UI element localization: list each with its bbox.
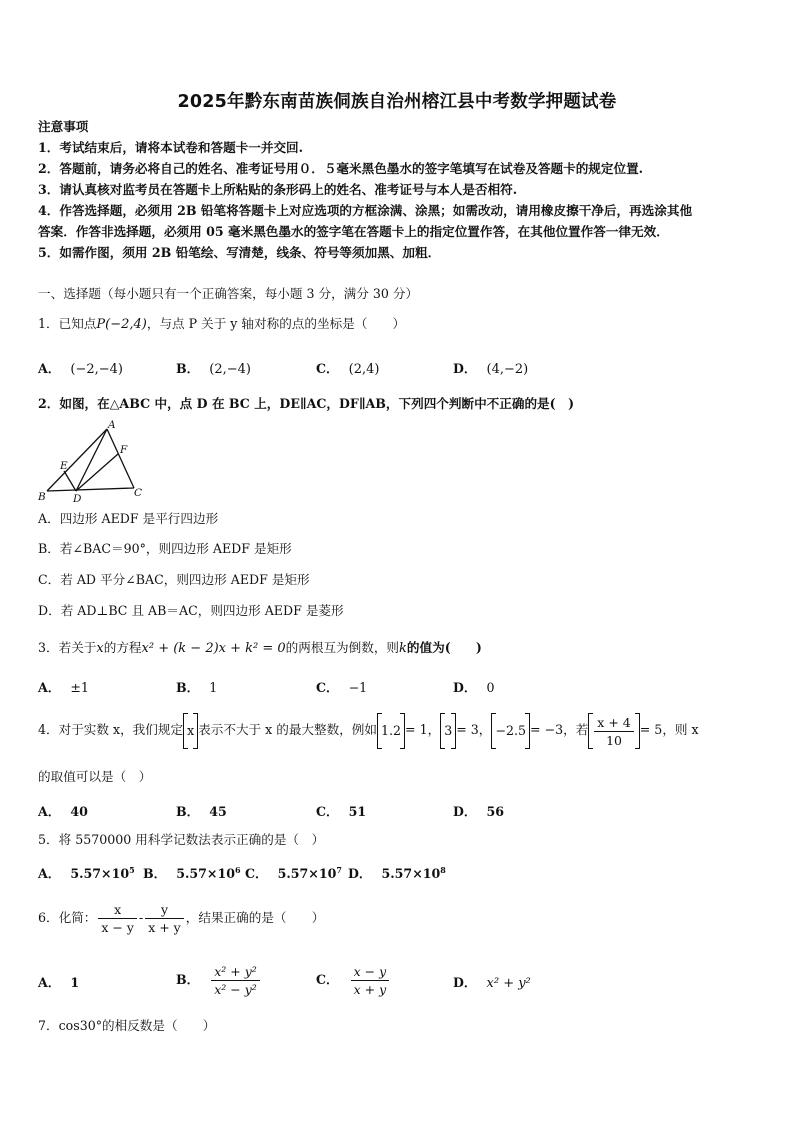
option-a[interactable] xyxy=(38,863,135,882)
option-label: A． xyxy=(38,680,61,695)
option-value: (4,−2) xyxy=(486,362,529,377)
option-value: 51 xyxy=(348,804,367,819)
option-label: A． xyxy=(38,361,61,376)
question-4: 4．对于实数 x，我们规定 x 表示不大于 x 的最大整数，例如 1.2 = 1， 3 = 3， −2.5 = −3，若 $\frac{x + 4}{10}$ = 5，则 x xyxy=(38,714,699,748)
notice-item: 4．作答选择题，必须用 2B 铅笔将答题卡上对应选项的方框涂满、涂黑；如需改动，请用橡皮擦干净后，再选涂其他 xyxy=(38,203,693,218)
option-value: 0 xyxy=(486,680,495,695)
option-value: 45 xyxy=(209,804,227,819)
option-value: 5.57×10 xyxy=(176,866,236,881)
question-text: 1．已知点 xyxy=(38,316,97,331)
option-label: A． xyxy=(38,975,61,990)
triangle-figure xyxy=(36,418,148,504)
option-label: C． xyxy=(316,804,339,819)
question-text: 6．化简： xyxy=(38,910,97,925)
option-label: A． xyxy=(38,804,61,819)
option-a[interactable] xyxy=(38,972,79,991)
option-b[interactable] xyxy=(176,358,251,377)
option-b[interactable] xyxy=(143,863,241,882)
exponent: 7 xyxy=(336,864,342,875)
option-label: A． xyxy=(38,866,61,881)
equation-result: = 5 xyxy=(639,722,663,737)
example-result: = −3 xyxy=(529,722,564,737)
example-result: = 3 xyxy=(456,722,479,737)
question-text: 的两根互为倒数，则 xyxy=(285,640,400,655)
option-label: B． xyxy=(143,866,167,881)
equation: x² + (k − 2)x + k² = 0 xyxy=(141,641,286,656)
point-expression: P(−2,4) xyxy=(96,317,147,332)
option-label: D． xyxy=(453,804,477,819)
floor-bracket xyxy=(588,713,639,749)
fraction: $\frac{x}{x - y}$ xyxy=(98,901,137,936)
option-c[interactable] xyxy=(316,801,366,820)
fraction: $\frac{x + 4}{10}$ xyxy=(594,714,633,749)
label-d: D xyxy=(73,493,82,504)
question-4-line2: 的取值可以是（ ） xyxy=(38,769,152,784)
floor-bracket: x xyxy=(183,713,198,749)
option-value: −1 xyxy=(348,680,368,695)
option-a[interactable] xyxy=(38,677,89,696)
question-3 xyxy=(38,640,482,657)
exponent: 8 xyxy=(440,864,446,875)
option-label: B． xyxy=(176,972,200,987)
variable: x xyxy=(96,641,104,656)
segment-ad xyxy=(76,429,107,491)
option-value: 1 xyxy=(209,680,218,695)
option-c[interactable] xyxy=(316,358,379,377)
option-a[interactable] xyxy=(38,358,123,377)
notice-item: 答案．作答非选择题，必须用 05 毫米黑色墨水的签字笔在答题卡上的指定位置作答，在其他位置作答一律无效． xyxy=(38,224,669,239)
option-value: x² + y² xyxy=(486,976,531,991)
label-c: C xyxy=(134,487,143,499)
option-d[interactable] xyxy=(453,972,531,991)
notice-item: 1．考试结束后，请将本试卷和答题卡一并交回. xyxy=(38,140,304,155)
option-d[interactable] xyxy=(348,863,446,882)
segment-ab xyxy=(47,429,107,491)
notice-heading: 注意事项 xyxy=(38,119,89,134)
question-2: 2．如图，在△ABC 中，点 D 在 BC 上，DE∥AC，DF∥AB，下列四个判断中不正确的是( ) xyxy=(38,396,575,411)
option-value: 5.57×10 xyxy=(381,866,441,881)
variable: k xyxy=(399,641,407,656)
question-text: ，与点 P 关于 y 轴对称的点的坐标是（ ） xyxy=(146,316,406,331)
notice-item: 5．如需作图，须用 2B 铅笔绘、写清楚，线条、符号等须加黑、加粗． xyxy=(38,245,441,260)
option-value: 56 xyxy=(486,804,505,819)
section-heading: 一、选择题（每小题只有一个正确答案，每小题 3 分，满分 30 分） xyxy=(38,286,419,301)
option-value: (2,−4) xyxy=(209,362,251,377)
option-d[interactable] xyxy=(453,358,528,377)
label-b: B xyxy=(38,491,46,503)
exponent: 6 xyxy=(235,864,241,875)
option-label: C． xyxy=(245,866,268,881)
option-b[interactable] xyxy=(176,801,227,820)
option-label: D． xyxy=(453,361,477,376)
question-text: ，若 xyxy=(563,722,589,737)
fraction: $\frac{x - y}{x + y}$ xyxy=(351,963,390,998)
question-text: 的值为( ) xyxy=(406,640,482,655)
fraction: $\frac{y}{x + y}$ xyxy=(145,901,184,936)
question-7: 7．cos30°的相反数是（ ） xyxy=(38,1018,216,1033)
segment-df xyxy=(76,454,118,491)
option-value: 5.57×10 xyxy=(70,866,130,881)
option-label: B． xyxy=(176,804,200,819)
label-f: F xyxy=(120,444,128,456)
option-label: B． xyxy=(176,361,200,376)
example-result: = 1 xyxy=(405,722,428,737)
option-b[interactable] xyxy=(176,677,217,696)
option-d[interactable] xyxy=(453,677,495,696)
page-title: 2025年黔东南苗族侗族自治州榕江县中考数学押题试卷 xyxy=(177,92,617,112)
question-text: 表示不大于 x 的最大整数，例如 xyxy=(198,722,377,737)
option-value: (−2,−4) xyxy=(70,362,123,377)
option-label: C． xyxy=(316,972,339,987)
option-d[interactable] xyxy=(453,801,504,820)
notice-item: 3．请认真核对监考员在答题卡上所粘贴的条形码上的姓名、准考证号与本人是否相符. xyxy=(38,182,518,197)
option-c[interactable] xyxy=(316,677,367,696)
label-a: A xyxy=(108,419,116,431)
label-e: E xyxy=(60,460,68,472)
question-text: 的方程 xyxy=(103,640,142,655)
option-c[interactable] xyxy=(245,863,342,882)
option-label: D． xyxy=(453,975,477,990)
option-label: C． xyxy=(316,361,339,376)
option-a[interactable] xyxy=(38,801,88,820)
segment-de xyxy=(64,471,76,491)
option-value: 5.57×10 xyxy=(277,866,337,881)
segment-ac xyxy=(107,429,134,488)
question-text: 3．若关于 xyxy=(38,640,97,655)
segment-bc xyxy=(47,488,134,491)
option-a[interactable]: A．四边形 AEDF 是平行四边形 xyxy=(38,511,219,526)
option-value: 1 xyxy=(70,975,80,990)
question-1 xyxy=(38,316,405,333)
option-b[interactable]: B．若∠BAC＝90°，则四边形 AEDF 是矩形 xyxy=(38,541,292,556)
question-5: 5．将 5570000 用科学记数法表示正确的是（ ） xyxy=(38,832,325,847)
question-text: ，则 x xyxy=(662,722,699,737)
question-text: 4．对于实数 x，我们规定 xyxy=(38,722,184,737)
option-value: 40 xyxy=(70,804,88,819)
option-label: D． xyxy=(453,680,477,695)
floor-bracket: −2.5 xyxy=(491,713,530,749)
fraction: $\frac{\text{x² + y²}}{\text{x² − y²}}$ xyxy=(211,963,260,998)
floor-bracket: 3 xyxy=(440,713,456,749)
option-label: B． xyxy=(176,680,200,695)
question-6 xyxy=(38,896,324,940)
option-label: C． xyxy=(316,680,339,695)
floor-bracket: 1.2 xyxy=(377,713,405,749)
option-value: (2,4) xyxy=(348,362,380,377)
option-value: ±1 xyxy=(70,680,89,695)
exponent: 5 xyxy=(129,864,135,875)
option-label: D． xyxy=(348,866,372,881)
option-c[interactable] xyxy=(316,958,391,1002)
notice-item: 2．答题前，请务必将自己的姓名、准考证号用０．５毫米黑色墨水的签字笔填写在试卷及答题卡的规定位置. xyxy=(38,161,644,176)
option-c[interactable]: C．若 AD 平分∠BAC，则四边形 AEDF 是矩形 xyxy=(38,572,310,587)
option-b[interactable] xyxy=(176,958,262,1002)
operator: - xyxy=(138,910,144,925)
option-d[interactable]: D．若 AD⊥BC 且 AB＝AC，则四边形 AEDF 是菱形 xyxy=(38,603,344,618)
question-text: ，结果正确的是（ ） xyxy=(185,910,325,925)
